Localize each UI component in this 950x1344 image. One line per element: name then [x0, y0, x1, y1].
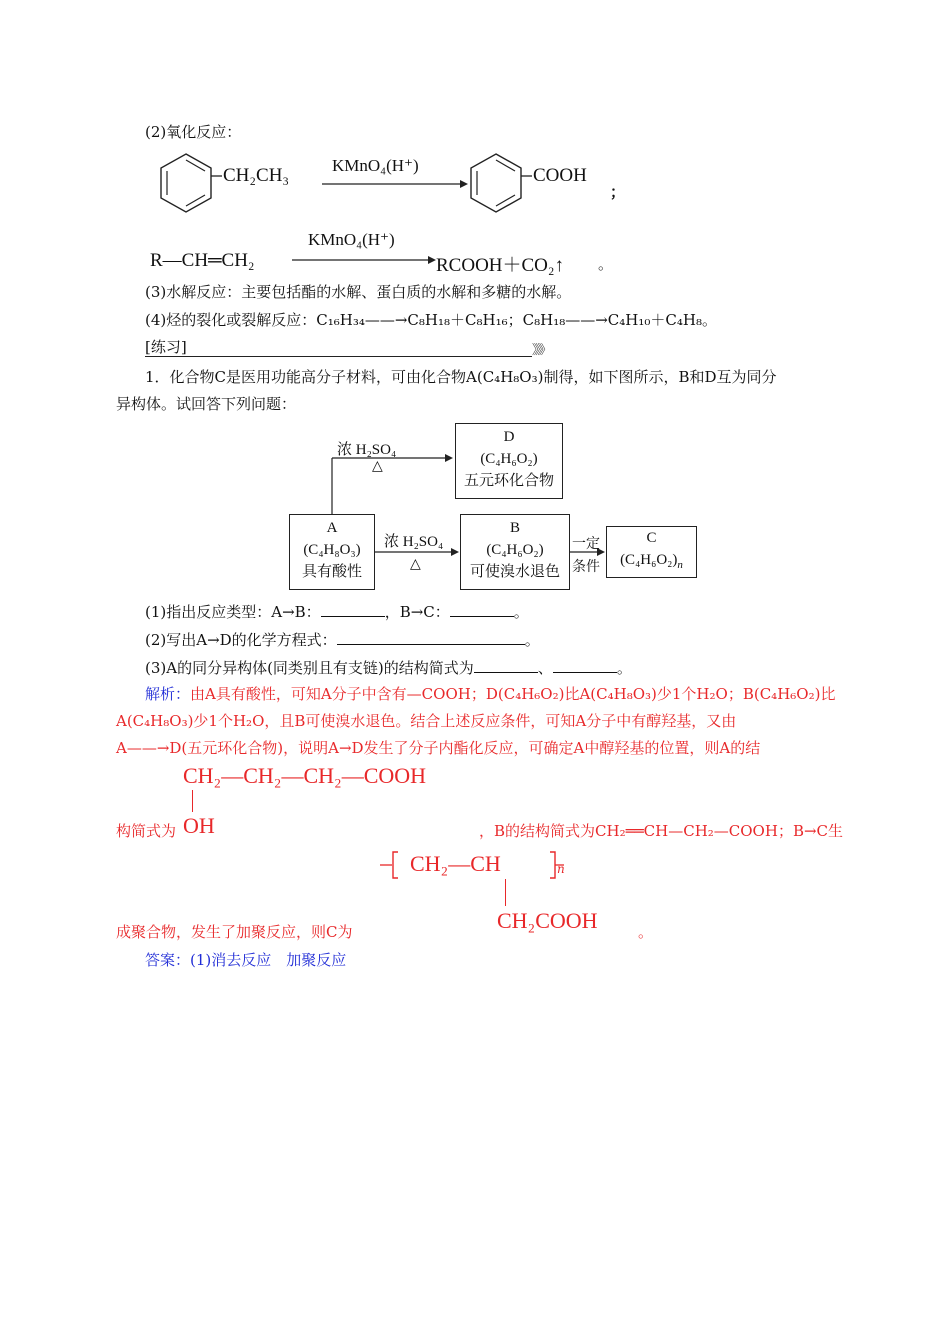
polymer-main: CH₂—CH: [410, 851, 501, 876]
polymer-n: n: [557, 862, 565, 876]
eq2-left: R—CH═CH₂: [150, 250, 255, 271]
hydrolysis-line: (3)水解反应：主要包括酯的水解、蛋白质的水解和多糖的水解。: [145, 283, 572, 301]
practice-chevrons: 》》》: [532, 343, 550, 358]
subq-3-end: 。: [616, 659, 632, 677]
oxidation-heading: (2)氧化反应：: [145, 123, 242, 141]
subq-2: [145, 629, 540, 650]
subq-2-text: (2)写出A→D的化学方程式：: [145, 631, 337, 649]
subq-3-text: (3)A的同分异构体(同类别且有支链)的结构简式为: [145, 659, 474, 677]
mid-condition: △: [410, 556, 421, 572]
analysis-line5: 成聚合物，发生了加聚反应，则C为: [116, 923, 353, 941]
struct-a-oh: OH: [183, 813, 215, 838]
subq-1-text-a: (1)指出反应类型：A→B：: [145, 603, 321, 621]
eq2-right: RCOOH＋CO₂↑: [436, 255, 565, 276]
answer-label: 答案：: [145, 951, 191, 969]
compound-b-label: B: [509, 520, 520, 536]
polymer-bond: [505, 879, 506, 906]
reactant-ethyl: CH₂CH₃: [223, 165, 290, 186]
compound-a-formula: (C₄H₈O₃): [303, 542, 361, 558]
practice-underline: [145, 356, 532, 357]
answer-blank[interactable]: [337, 629, 525, 645]
compound-b-desc: 可使溴水退色: [469, 564, 560, 580]
product-cooh: COOH: [533, 165, 587, 186]
mid-reagent: 浓 H₂SO₄: [384, 534, 444, 550]
subq-1-end: 。: [513, 603, 529, 621]
subq-1: [145, 601, 529, 622]
subq-3-sep: 、: [537, 659, 553, 677]
compound-c-box: [606, 526, 697, 578]
compound-a-label: A: [326, 520, 338, 536]
top-condition: △: [372, 458, 383, 474]
cracking-line: (4)烃的裂化或裂解反应：C₁₆H₃₄——→C₈H₁₈＋C₈H₁₆；C₈H₁₈——→C₄H₁₀＋C₄H₈。: [145, 311, 717, 329]
analysis-label: 解析：: [145, 685, 191, 703]
subq-2-end: 。: [524, 631, 540, 649]
struct-a-main: CH₂—CH₂—CH₂—COOH: [183, 763, 427, 788]
polymer-end: 。: [638, 923, 654, 941]
eq2-condition: KMnO₄(H⁺): [308, 230, 395, 249]
compound-b-formula: (C₄H₆O₂): [486, 542, 544, 558]
analysis-line3: A——→D(五元环化合物)，说明A→D发生了分子内酯化反应，可确定A中醇羟基的位置，则A的结: [116, 739, 761, 757]
question-line1: 1．化合物C是医用功能高分子材料，可由化合物A(C₄H₈O₃)制得，如下图所示，B和D互为同分: [145, 368, 777, 386]
answer-blank[interactable]: [450, 601, 514, 617]
answer-text: (1)消去反应 加聚反应: [190, 951, 347, 969]
benzene-ring-icon: [161, 154, 211, 212]
compound-c-sub: n: [677, 559, 683, 571]
compound-b-box: [460, 514, 570, 590]
reaction-arrow: [292, 255, 438, 265]
answer-blank[interactable]: [474, 657, 538, 673]
polymer-branch: CH₂COOH: [497, 908, 598, 933]
right-condition-1: 一定: [572, 536, 600, 552]
eq2-end: 。: [598, 255, 614, 273]
answer-blank[interactable]: [321, 601, 385, 617]
answer-line: [145, 950, 346, 970]
compound-c-formula-line: [607, 549, 696, 576]
struct-a-bond: [192, 790, 193, 812]
benzene-ring-icon: [471, 154, 521, 212]
question-line2: 异构体。试回答下列问题：: [116, 395, 297, 413]
compound-a-desc: 具有酸性: [301, 564, 362, 580]
analysis-line4-b: ，B的结构简式为CH₂══CH—CH₂—COOH；B→C生: [479, 822, 844, 840]
analysis-line1: [145, 684, 835, 704]
right-condition-2: 条件: [572, 559, 600, 575]
compound-d-box: [455, 423, 563, 499]
semicolon: ；: [610, 183, 626, 201]
compound-a-box: [289, 514, 375, 590]
compound-d-label: D: [503, 429, 515, 445]
compound-d-formula: (C₄H₆O₂): [480, 451, 538, 467]
compound-d-desc: 五元环化合物: [463, 473, 554, 489]
subq-3: [145, 657, 632, 678]
top-reagent: 浓 H₂SO₄: [337, 442, 397, 458]
analysis-line2: A(C₄H₈O₃)少1个H₂O，且B可使溴水退色。结合上述反应条件，可知A分子中有醇羟基，又由: [116, 712, 737, 730]
answer-blank[interactable]: [553, 657, 617, 673]
subq-1-text-b: ，B→C：: [384, 603, 450, 621]
oxidation-condition: KMnO₄(H⁺): [332, 156, 419, 175]
compound-c-label: C: [646, 530, 657, 546]
compound-c-formula: (C₄H₆O₂): [620, 552, 678, 568]
analysis-text-1: 由A具有酸性，可知A分子中含有—COOH；D(C₄H₆O₂)比A(C₄H₈O₃)少1个H₂O；B(C₄H₆O₂)比: [190, 685, 836, 703]
practice-header: [练习]: [145, 338, 187, 356]
analysis-line4-a: 构简式为: [116, 822, 177, 840]
